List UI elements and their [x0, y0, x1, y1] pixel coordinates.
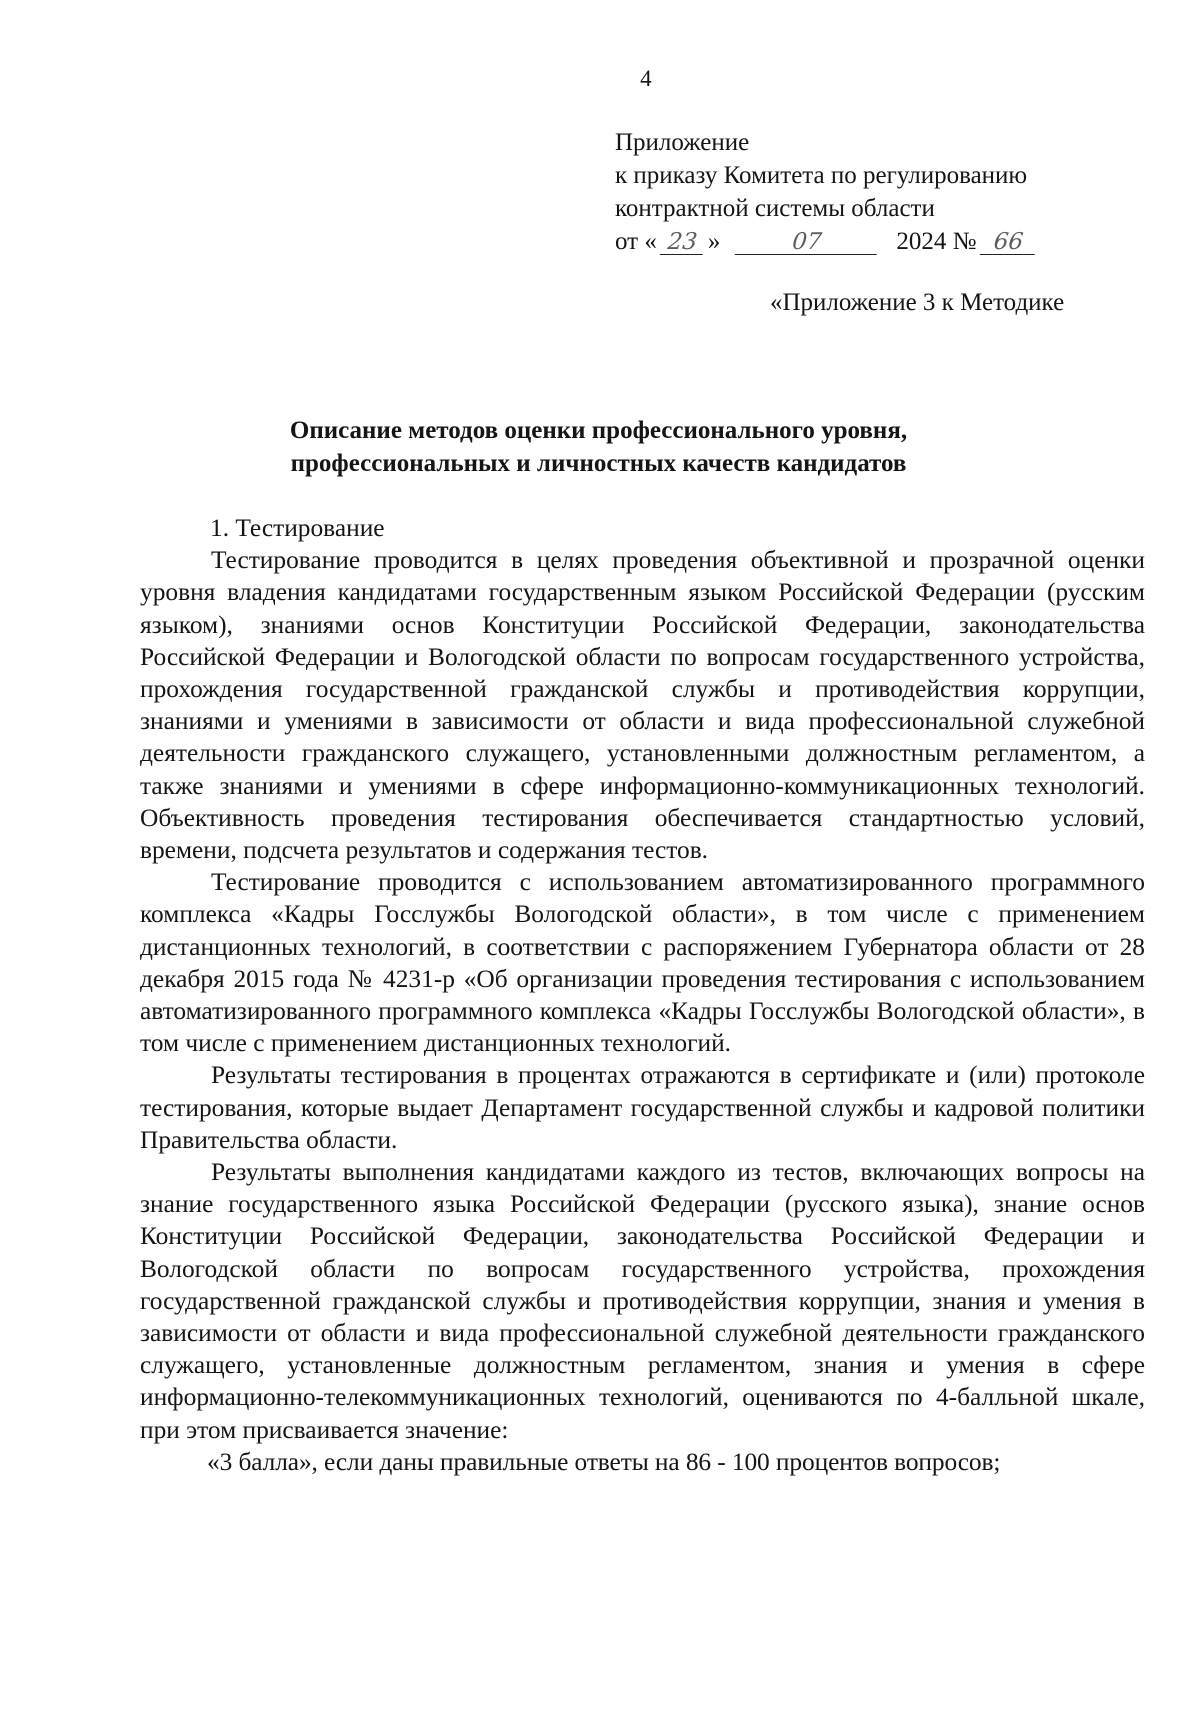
- paragraph-testing-results: Результаты тестирования в процентах отражаются в сертификате и (или) протоколе тестирования, которые выдает Департамент государственной службы и кадровой политики Правительства области.: [140, 1061, 1145, 1154]
- paragraph-testing-software: Тестирование проводится с использованием автоматизированного программного комплекса «Кадры Госслужбы Вологодской области», в том числе с применением дистанционных технологий, в соответствии с распоряжением Губернатора области от 28 декабря 2015 года № 4231-р «Об организации проведения тестирования с использованием автоматизированного программного комплекса «Кадры Госслужбы Вологодской области», в том числе с применением дистанционных технологий.: [140, 868, 1145, 1058]
- paragraph-scoring-scale: Результаты выполнения кандидатами каждого из тестов, включающих вопросы на знание государственного языка Российской Федерации (русского языка), знание основ Конституции Российской Федерации, законодательства Российской Федерации и Вологодской области по вопросам государственного устройства, прохождения государственной гражданской службы и противодействия коррупции, знания и умения в зависимости от области и вида профессиональной служебной деятельности гражданского служащего, установленные должностным регламентом, знания и умения в сфере информационно-телекоммуникационных технологий, оцениваются по 4-балльной шкале, при этом присваивается значение:: [140, 1158, 1145, 1444]
- date-day-suffix: »: [707, 228, 721, 255]
- date-prefix: от «: [615, 228, 657, 255]
- date-year-number-label: 2024 №: [896, 228, 977, 255]
- appendix-committee-name: контрактной системы области: [615, 195, 935, 222]
- document-title: [0, 414, 1197, 480]
- handwritten-month: 07: [735, 230, 880, 255]
- title-line-2: профессиональных и личностных качеств кандидатов: [290, 450, 907, 477]
- section-heading: 1. Тестирование: [210, 514, 385, 542]
- document-body: [140, 512, 1145, 1478]
- score-item-3-points: «3 балла», если даны правильные ответы на 86 - 100 процентов вопросов;: [207, 1447, 1001, 1476]
- methodology-reference: «Приложение 3 к Методике: [770, 289, 1065, 316]
- appendix-date-line: [615, 225, 1135, 258]
- appendix-order-reference: к приказу Комитета по регулированию: [615, 162, 1028, 189]
- handwritten-order-number: 66: [980, 230, 1038, 255]
- appendix-title: Приложение: [615, 129, 750, 156]
- appendix-header: [615, 126, 1135, 258]
- title-line-1: Описание методов оценки профессионального уровня,: [289, 417, 908, 444]
- handwritten-day: 23: [660, 230, 706, 255]
- paragraph-testing-purpose: Тестирование проводится в целях проведения объективной и прозрачной оценки уровня владения кандидатами государственным языком Российской Федерации (русским языком), знаниями основ Конституции Российской Федерации, законодательства Российской Федерации и Вологодской области по вопросам государственного устройства, прохождения государственной гражданской службы и противодействия коррупции, знаниями и умениями в зависимости от области и вида профессиональной служебной деятельности гражданского служащего, установленными должностным регламентом, а также знаниями и умениями в сфере информационно-коммуникационных технологий. Объективность проведения тестирования обеспечивается стандартностью условий, времени, подсчета результатов и содержания тестов.: [140, 546, 1145, 865]
- page-number: 4: [640, 66, 652, 91]
